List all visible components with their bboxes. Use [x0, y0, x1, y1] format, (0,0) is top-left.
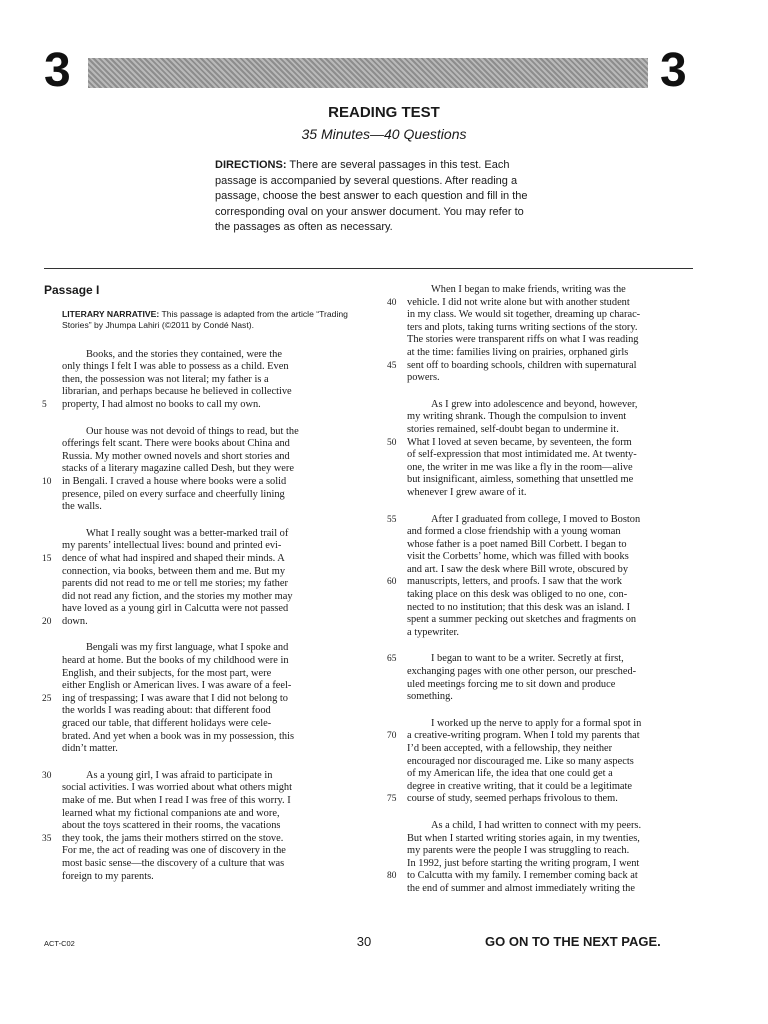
- line-number: 30: [42, 770, 52, 781]
- section-banner: [88, 58, 648, 88]
- line-text: What I really sought was a better-marked trail of: [86, 527, 289, 539]
- passage-line: [407, 284, 699, 297]
- passage-line: [407, 526, 699, 539]
- passage-line: [407, 756, 699, 769]
- line-text: stories remained, self-doubt began to undermine it.: [407, 423, 619, 435]
- line-text: only things I felt I was able to possess as a child. Even: [62, 361, 289, 373]
- line-number: 10: [42, 476, 52, 487]
- passage-line: [407, 845, 699, 858]
- directions-text: There are several passages in this test. Each passage is accompanied by several questions. After reading a passage, choose the best answer to each question and fill in the corresponding oval on your answer document. You may refer to the passages as often as necessary.: [215, 159, 528, 233]
- line-number: 15: [42, 553, 52, 564]
- line-number: 50: [387, 437, 397, 448]
- line-text: librarian, and perhaps because he believed in collective: [62, 386, 292, 398]
- section-number-left: 3: [44, 44, 71, 97]
- passage-line: [62, 718, 354, 731]
- passage-line: [387, 359, 699, 373]
- line-text: nected to no institution; that this desk was an island. I: [407, 601, 631, 613]
- line-text: about the toys scattered in their rooms, the vacations: [62, 820, 281, 832]
- line-text: in Bengali. I craved a house where books were a solid: [62, 475, 287, 487]
- passage-line: [62, 642, 354, 655]
- passage-line: [42, 832, 354, 846]
- line-text: Our house was not devoid of things to read, but the: [86, 425, 299, 437]
- line-number: 65: [387, 654, 397, 665]
- line-text: When I began to make friends, writing was the: [431, 284, 626, 295]
- line-text: something.: [407, 691, 453, 703]
- passage-line: [42, 615, 354, 629]
- line-text: either English or American lives. I was aware of a feel-: [62, 680, 292, 692]
- passage-line: [62, 349, 354, 362]
- line-number: 5: [42, 399, 47, 410]
- line-text: dence of what had inspired and shaped their minds. A: [62, 552, 285, 564]
- line-text: As I grew into adolescence and beyond, however,: [431, 398, 638, 410]
- line-text: the end of summer and almost immediately writing the: [407, 882, 635, 894]
- line-text: my parents were the people I was struggling to reach.: [407, 845, 630, 857]
- line-text: spent a summer pecking out sketches and fragments on: [407, 614, 637, 626]
- passage-line: [62, 489, 354, 502]
- passage-paragraph: [44, 426, 354, 514]
- line-text: presence, piled on every surface and cheerfully lining: [62, 488, 285, 500]
- passage-line: [62, 795, 354, 808]
- passage-line: [407, 539, 699, 552]
- line-text: connection, via books, between them and me. But my: [62, 565, 286, 577]
- passage-heading: Passage I: [44, 283, 100, 297]
- passage-line: [62, 845, 354, 858]
- line-text: then, the possession was not literal; my father is a: [62, 373, 269, 385]
- passage-line: [387, 436, 699, 450]
- line-text: After I graduated from college, I moved to Boston: [431, 513, 641, 525]
- line-text: my parents’ intellectual lives: bound and printed evi-: [62, 540, 282, 552]
- passage-line: [62, 361, 354, 374]
- next-page-prompt: GO ON TO THE NEXT PAGE.: [485, 934, 661, 949]
- line-number: 80: [387, 871, 397, 882]
- passage-line: [407, 627, 699, 640]
- passage-line: [407, 487, 699, 500]
- line-text: brated. And yet when a book was in my possession, this: [62, 730, 295, 742]
- line-text: The stories were transparent riffs on what I was reading: [407, 334, 639, 346]
- passage-paragraph: [44, 770, 354, 883]
- passage-line: [387, 576, 699, 589]
- passage-line: [407, 334, 699, 347]
- passage-line: [42, 552, 354, 566]
- line-text: degree in creative writing, that it could be a legitimate: [407, 780, 633, 792]
- passage-paragraph: [44, 642, 354, 755]
- passage-line: [407, 322, 699, 335]
- passage-line: [62, 463, 354, 476]
- line-text: social activities. I was worried about what others might: [62, 782, 292, 794]
- line-text: learned what my fictional companions ate and wore,: [62, 807, 280, 819]
- line-text: to Calcutta with my family. I remember coming back at: [407, 870, 638, 882]
- test-subtitle: 35 Minutes—40 Questions: [301, 126, 467, 142]
- line-text: a typewriter.: [407, 626, 459, 638]
- passage-line: [407, 589, 699, 602]
- line-number: 40: [387, 297, 397, 308]
- line-text: parents did not read to me or tell me stories; my father: [62, 578, 288, 590]
- passage-line: [62, 374, 354, 387]
- line-text: I worked up the nerve to apply for a formal spot in: [431, 717, 642, 729]
- left-paragraphs: [44, 349, 354, 884]
- passage-line: [42, 769, 354, 783]
- passage-line: [407, 883, 699, 896]
- passage-line: [407, 679, 699, 692]
- passage-line: [407, 424, 699, 437]
- passage-line: [407, 347, 699, 360]
- passage-line: [62, 540, 354, 553]
- passage-line: [387, 653, 699, 666]
- line-text: As a young girl, I was afraid to participate in: [86, 769, 273, 781]
- page-number: 30: [356, 934, 372, 949]
- passage-line: [62, 731, 354, 744]
- line-text: exchanging pages with one other person, our presched-: [407, 666, 637, 678]
- passage-line: [62, 808, 354, 821]
- line-text: did not read any fiction, and the stories my mother may: [62, 590, 293, 602]
- passage-intro: [62, 309, 354, 331]
- line-text: a creative-writing program. When I told my parents that: [407, 730, 640, 742]
- passage-line: [407, 411, 699, 424]
- line-text: course of study, seemed perhaps frivolous to them.: [407, 793, 618, 805]
- line-text: encouraged nor discouraged me. Like so many aspects: [407, 755, 634, 767]
- line-text: ing of trespassing; I was aware that I did not belong to: [62, 692, 288, 704]
- passage-line: [407, 372, 699, 385]
- passage-line: [62, 655, 354, 668]
- passage-line: [62, 871, 354, 884]
- passage-line: [62, 668, 354, 681]
- line-text: What I loved at seven became, by seventeen, the form: [407, 436, 632, 448]
- passage-paragraph: [44, 349, 354, 412]
- test-title: READING TEST: [328, 104, 440, 121]
- passage-line: [407, 768, 699, 781]
- passage-paragraph: [389, 284, 699, 385]
- intro-text: This passage is adapted from the article “Trading Stories” by Jhumpa Lahiri (©2011 by Condé Nast).: [62, 308, 348, 330]
- passage-line: [407, 602, 699, 615]
- line-text: But when I started writing stories again, in my twenties,: [407, 832, 640, 844]
- line-text: in my class. We would sit together, dreaming up charac-: [407, 309, 641, 321]
- line-text: whose father is a poet named Bill Corbett. I began to: [407, 538, 627, 550]
- line-text: As a child, I had written to connect with my peers.: [431, 819, 642, 831]
- passage-column-right: [389, 284, 699, 910]
- passage-line: [62, 386, 354, 399]
- line-number: 45: [387, 360, 397, 371]
- line-text: ters and plots, taking turns writing sections of the story.: [407, 321, 638, 333]
- passage-line: [407, 564, 699, 577]
- passage-line: [62, 438, 354, 451]
- passage-line: [407, 858, 699, 871]
- line-text: heard at home. But the books of my childhood were in: [62, 655, 289, 667]
- passage-line: [387, 513, 699, 527]
- intro-label: LITERARY NARRATIVE:: [62, 308, 160, 319]
- passage-line: [407, 399, 699, 412]
- passage-line: [407, 743, 699, 756]
- line-text: at the time: families living on prairies, orphaned girls: [407, 346, 629, 358]
- line-text: most basic sense—the discovery of a culture that was: [62, 857, 285, 869]
- form-code: ACT-C02: [44, 939, 75, 948]
- line-text: whenever I grew aware of it.: [407, 486, 527, 498]
- line-text: taking place on this desk was obliged to no one, con-: [407, 589, 628, 601]
- line-text: of self-expression that most intimidated me. At twenty-: [407, 449, 637, 461]
- line-text: down.: [62, 615, 88, 627]
- passage-paragraph: [389, 718, 699, 806]
- passage-line: [62, 591, 354, 604]
- passage-column-left: [44, 284, 354, 897]
- passage-line: [62, 528, 354, 541]
- passage-line: [62, 451, 354, 464]
- passage-line: [62, 680, 354, 693]
- line-text: the worlds I was reading about: that different food: [62, 705, 271, 717]
- passage-line: [62, 501, 354, 514]
- passage-line: [407, 781, 699, 794]
- line-text: my writing shrank. Though the compulsion to invent: [407, 411, 627, 423]
- line-text: sent off to boarding schools, children with supernatural: [407, 359, 637, 371]
- passage-line: [62, 426, 354, 439]
- passage-line: [407, 462, 699, 475]
- line-text: foreign to my parents.: [62, 870, 154, 882]
- line-text: For me, the act of reading was one of discovery in the: [62, 845, 286, 857]
- line-text: Books, and the stories they contained, were the: [86, 348, 282, 360]
- passage-line: [62, 858, 354, 871]
- line-text: manuscripts, letters, and proofs. I saw that the work: [407, 576, 622, 588]
- line-text: I’d been accepted, with a fellowship, they neither: [407, 743, 613, 754]
- line-text: vehicle. I did not write alone but with another student: [407, 296, 630, 308]
- passage-line: [62, 705, 354, 718]
- passage-line: [407, 614, 699, 627]
- line-text: make of me. But when I read I was free of this worry. I: [62, 795, 291, 806]
- line-text: property, I had almost no books to call my own.: [62, 398, 261, 410]
- passage-line: [62, 782, 354, 795]
- passage-line: [42, 692, 354, 706]
- line-text: Russia. My mother owned novels and short stories and: [62, 450, 290, 462]
- line-text: and formed a close friendship with a young woman: [407, 526, 621, 538]
- line-text: graced our table, that different holidays were cele-: [62, 718, 272, 730]
- passage-line: [407, 718, 699, 731]
- line-text: didn’t matter.: [62, 743, 118, 755]
- line-number: 20: [42, 616, 52, 627]
- section-number-right: 3: [660, 44, 687, 97]
- line-text: English, and their subjects, for the most part, were: [62, 667, 272, 679]
- passage-line: [62, 603, 354, 616]
- passage-line: [387, 296, 699, 310]
- line-text: have loved as a young girl in Calcutta were not passed: [62, 603, 289, 615]
- passage-line: [407, 309, 699, 322]
- passage-paragraph: [44, 528, 354, 629]
- passage-line: [62, 743, 354, 756]
- divider: [44, 268, 693, 269]
- line-text: and art. I saw the desk where Bill wrote, obscured by: [407, 563, 629, 575]
- passage-line: [62, 820, 354, 833]
- line-number: 25: [42, 693, 52, 704]
- line-number: 55: [387, 514, 397, 525]
- passage-line: [62, 578, 354, 591]
- line-text: visit the Corbetts’ home, which was filled with books: [407, 551, 629, 563]
- passage-line: [407, 474, 699, 487]
- passage-line: [407, 666, 699, 679]
- passage-line: [407, 820, 699, 833]
- passage-line: [387, 793, 699, 806]
- passage-paragraph: [389, 399, 699, 500]
- line-text: I began to want to be a writer. Secretly at first,: [431, 653, 624, 665]
- line-text: they took, the jams their mothers stirred on the stove.: [62, 832, 284, 844]
- line-text: offerings felt scant. There were books about China and: [62, 438, 290, 450]
- line-number: 35: [42, 833, 52, 844]
- line-text: of my American life, the idea that one could get a: [407, 768, 613, 780]
- line-text: the walls.: [62, 501, 102, 513]
- passage-line: [42, 398, 354, 412]
- line-text: uled meetings forcing me to sit down and produce: [407, 678, 616, 690]
- passage-paragraph: [389, 653, 699, 703]
- line-text: Bengali was my first language, what I spoke and: [86, 642, 289, 654]
- passage-line: [407, 691, 699, 704]
- passage-line: [62, 566, 354, 579]
- line-text: but insignificant, aimless, something that unsettled me: [407, 474, 634, 486]
- passage-paragraph: [389, 820, 699, 896]
- line-text: stacks of a literary magazine called Desh, but they were: [62, 463, 294, 475]
- line-text: one, the writer in me was like a fly in the room—alive: [407, 461, 633, 473]
- passage-line: [387, 870, 699, 883]
- line-number: 60: [387, 577, 397, 588]
- line-text: In 1992, just before starting the writing program, I went: [407, 857, 640, 869]
- passage-line: [407, 551, 699, 564]
- passage-line: [407, 449, 699, 462]
- passage-line: [407, 833, 699, 846]
- right-paragraphs: [389, 284, 699, 896]
- line-number: 75: [387, 794, 397, 805]
- directions: [215, 158, 535, 236]
- passage-line: [42, 475, 354, 489]
- line-text: powers.: [407, 372, 440, 384]
- passage-paragraph: [389, 514, 699, 640]
- line-number: 70: [387, 731, 397, 742]
- directions-label: DIRECTIONS:: [215, 159, 287, 171]
- passage-line: [387, 730, 699, 743]
